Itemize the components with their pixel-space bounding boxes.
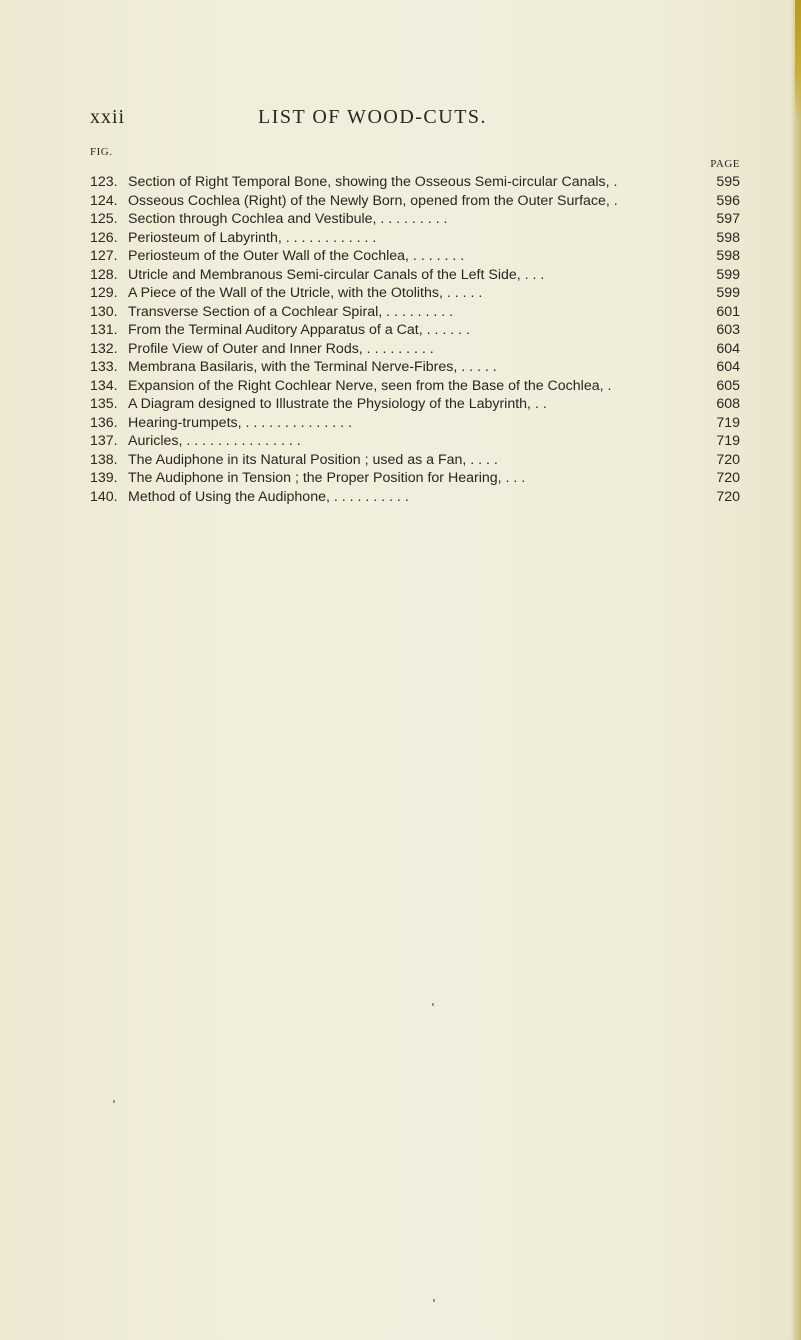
list-entry bbox=[90, 321, 740, 340]
figure-caption: Hearing-trumpets, . . . . . . . . . . . . . . bbox=[128, 414, 352, 431]
figure-number: 132. bbox=[90, 340, 118, 357]
figure-number: 131. bbox=[90, 322, 118, 338]
page-number: 604 bbox=[716, 340, 740, 357]
list-entry bbox=[90, 284, 740, 303]
figure-caption: Method of Using the Audiphone, . . . . . . . . . . bbox=[128, 488, 409, 505]
page-header bbox=[90, 106, 730, 136]
figure-number: 127. bbox=[90, 248, 118, 264]
figure-caption: A Piece of the Wall of the Utricle, with the Otoliths, . . . . . bbox=[128, 285, 483, 301]
figure-number: 125. bbox=[90, 211, 118, 227]
figure-number: 140. bbox=[90, 488, 118, 505]
list-entry bbox=[90, 377, 740, 396]
page-number: 595 bbox=[716, 174, 740, 190]
figure-number: 133. bbox=[90, 359, 118, 375]
list-entry bbox=[90, 451, 740, 470]
list-entry bbox=[90, 247, 740, 266]
page-number: 719 bbox=[716, 433, 740, 449]
running-title: LIST OF WOOD-CUTS. bbox=[258, 106, 488, 128]
figure-number: 138. bbox=[90, 451, 118, 468]
list-entry bbox=[90, 358, 740, 377]
figure-number: 136. bbox=[90, 414, 118, 431]
list-entry bbox=[90, 266, 740, 285]
figure-caption: Profile View of Outer and Inner Rods, . . . . . . . . . bbox=[128, 340, 434, 357]
figure-number: 124. bbox=[90, 192, 118, 209]
figure-caption: Membrana Basilaris, with the Terminal Nerve-Fibres, . . . . . bbox=[128, 359, 497, 375]
list-entry bbox=[90, 395, 740, 414]
paper-speck bbox=[433, 1299, 435, 1302]
column-headings bbox=[90, 144, 740, 170]
figure-caption: Transverse Section of a Cochlear Spiral, . . . . . . . . . bbox=[128, 303, 454, 320]
figure-caption: Auricles, . . . . . . . . . . . . . . . bbox=[128, 433, 301, 449]
list-entry bbox=[90, 488, 740, 507]
figure-caption: Periosteum of Labyrinth, . . . . . . . . . . . . bbox=[128, 229, 377, 246]
figure-number: 128. bbox=[90, 266, 118, 283]
page-number: 599 bbox=[716, 285, 740, 301]
page-number: 719 bbox=[716, 414, 740, 431]
list-entry bbox=[90, 469, 740, 488]
list-entry bbox=[90, 340, 740, 359]
figure-number: 137. bbox=[90, 433, 118, 449]
page-folio: xxii bbox=[90, 106, 126, 128]
figure-caption: Expansion of the Right Cochlear Nerve, seen from the Base of the Cochlea, . bbox=[128, 377, 612, 394]
figure-number: 135. bbox=[90, 396, 118, 412]
page-number: 604 bbox=[716, 359, 740, 375]
figure-caption: The Audiphone in Tension ; the Proper Position for Hearing, . . . bbox=[128, 470, 526, 486]
figure-number: 129. bbox=[90, 285, 118, 301]
figure-caption: Section through Cochlea and Vestibule, . . . . . . . . . bbox=[128, 211, 448, 227]
page-number: 596 bbox=[716, 192, 740, 209]
list-entry bbox=[90, 414, 740, 433]
list-entry bbox=[90, 210, 740, 229]
list-entry bbox=[90, 192, 740, 211]
paper-speck bbox=[432, 1003, 434, 1006]
woodcut-list bbox=[90, 173, 740, 506]
page-number: 603 bbox=[716, 322, 740, 338]
figure-caption: Osseous Cochlea (Right) of the Newly Born, opened from the Outer Surface, . bbox=[128, 192, 618, 209]
list-entry bbox=[90, 229, 740, 248]
page-number: 601 bbox=[716, 303, 740, 320]
list-entry bbox=[90, 303, 740, 322]
figure-caption: Periosteum of the Outer Wall of the Cochlea, . . . . . . . bbox=[128, 248, 465, 264]
list-entry bbox=[90, 173, 740, 192]
page-number: 599 bbox=[716, 266, 740, 283]
figure-caption: Utricle and Membranous Semi-circular Canals of the Left Side, . . . bbox=[128, 266, 545, 283]
page-number: 720 bbox=[716, 470, 740, 486]
figure-caption: A Diagram designed to Illustrate the Physiology of the Labyrinth, . . bbox=[128, 396, 547, 412]
list-entry bbox=[90, 432, 740, 451]
page-number: 598 bbox=[716, 248, 740, 264]
page-number: 720 bbox=[716, 488, 740, 505]
page-number: 608 bbox=[716, 396, 740, 412]
page-column-label: PAGE bbox=[710, 158, 740, 170]
figure-number: 126. bbox=[90, 229, 118, 246]
fig-column-label: FIG. bbox=[90, 146, 113, 158]
page-number: 598 bbox=[716, 229, 740, 246]
page-number: 597 bbox=[716, 211, 740, 227]
page-number: 605 bbox=[716, 377, 740, 394]
figure-number: 134. bbox=[90, 377, 118, 394]
figure-number: 130. bbox=[90, 303, 118, 320]
page-edge-stain bbox=[795, 0, 801, 120]
figure-caption: Section of Right Temporal Bone, showing the Osseous Semi-circular Canals, . bbox=[128, 174, 618, 190]
figure-number: 139. bbox=[90, 470, 118, 486]
figure-number: 123. bbox=[90, 174, 118, 190]
paper-speck bbox=[113, 1100, 115, 1103]
page-number: 720 bbox=[716, 451, 740, 468]
figure-caption: The Audiphone in its Natural Position ; used as a Fan, . . . . bbox=[128, 451, 498, 468]
page-edge-shadow bbox=[791, 0, 801, 1340]
figure-caption: From the Terminal Auditory Apparatus of a Cat, . . . . . . bbox=[128, 322, 470, 338]
